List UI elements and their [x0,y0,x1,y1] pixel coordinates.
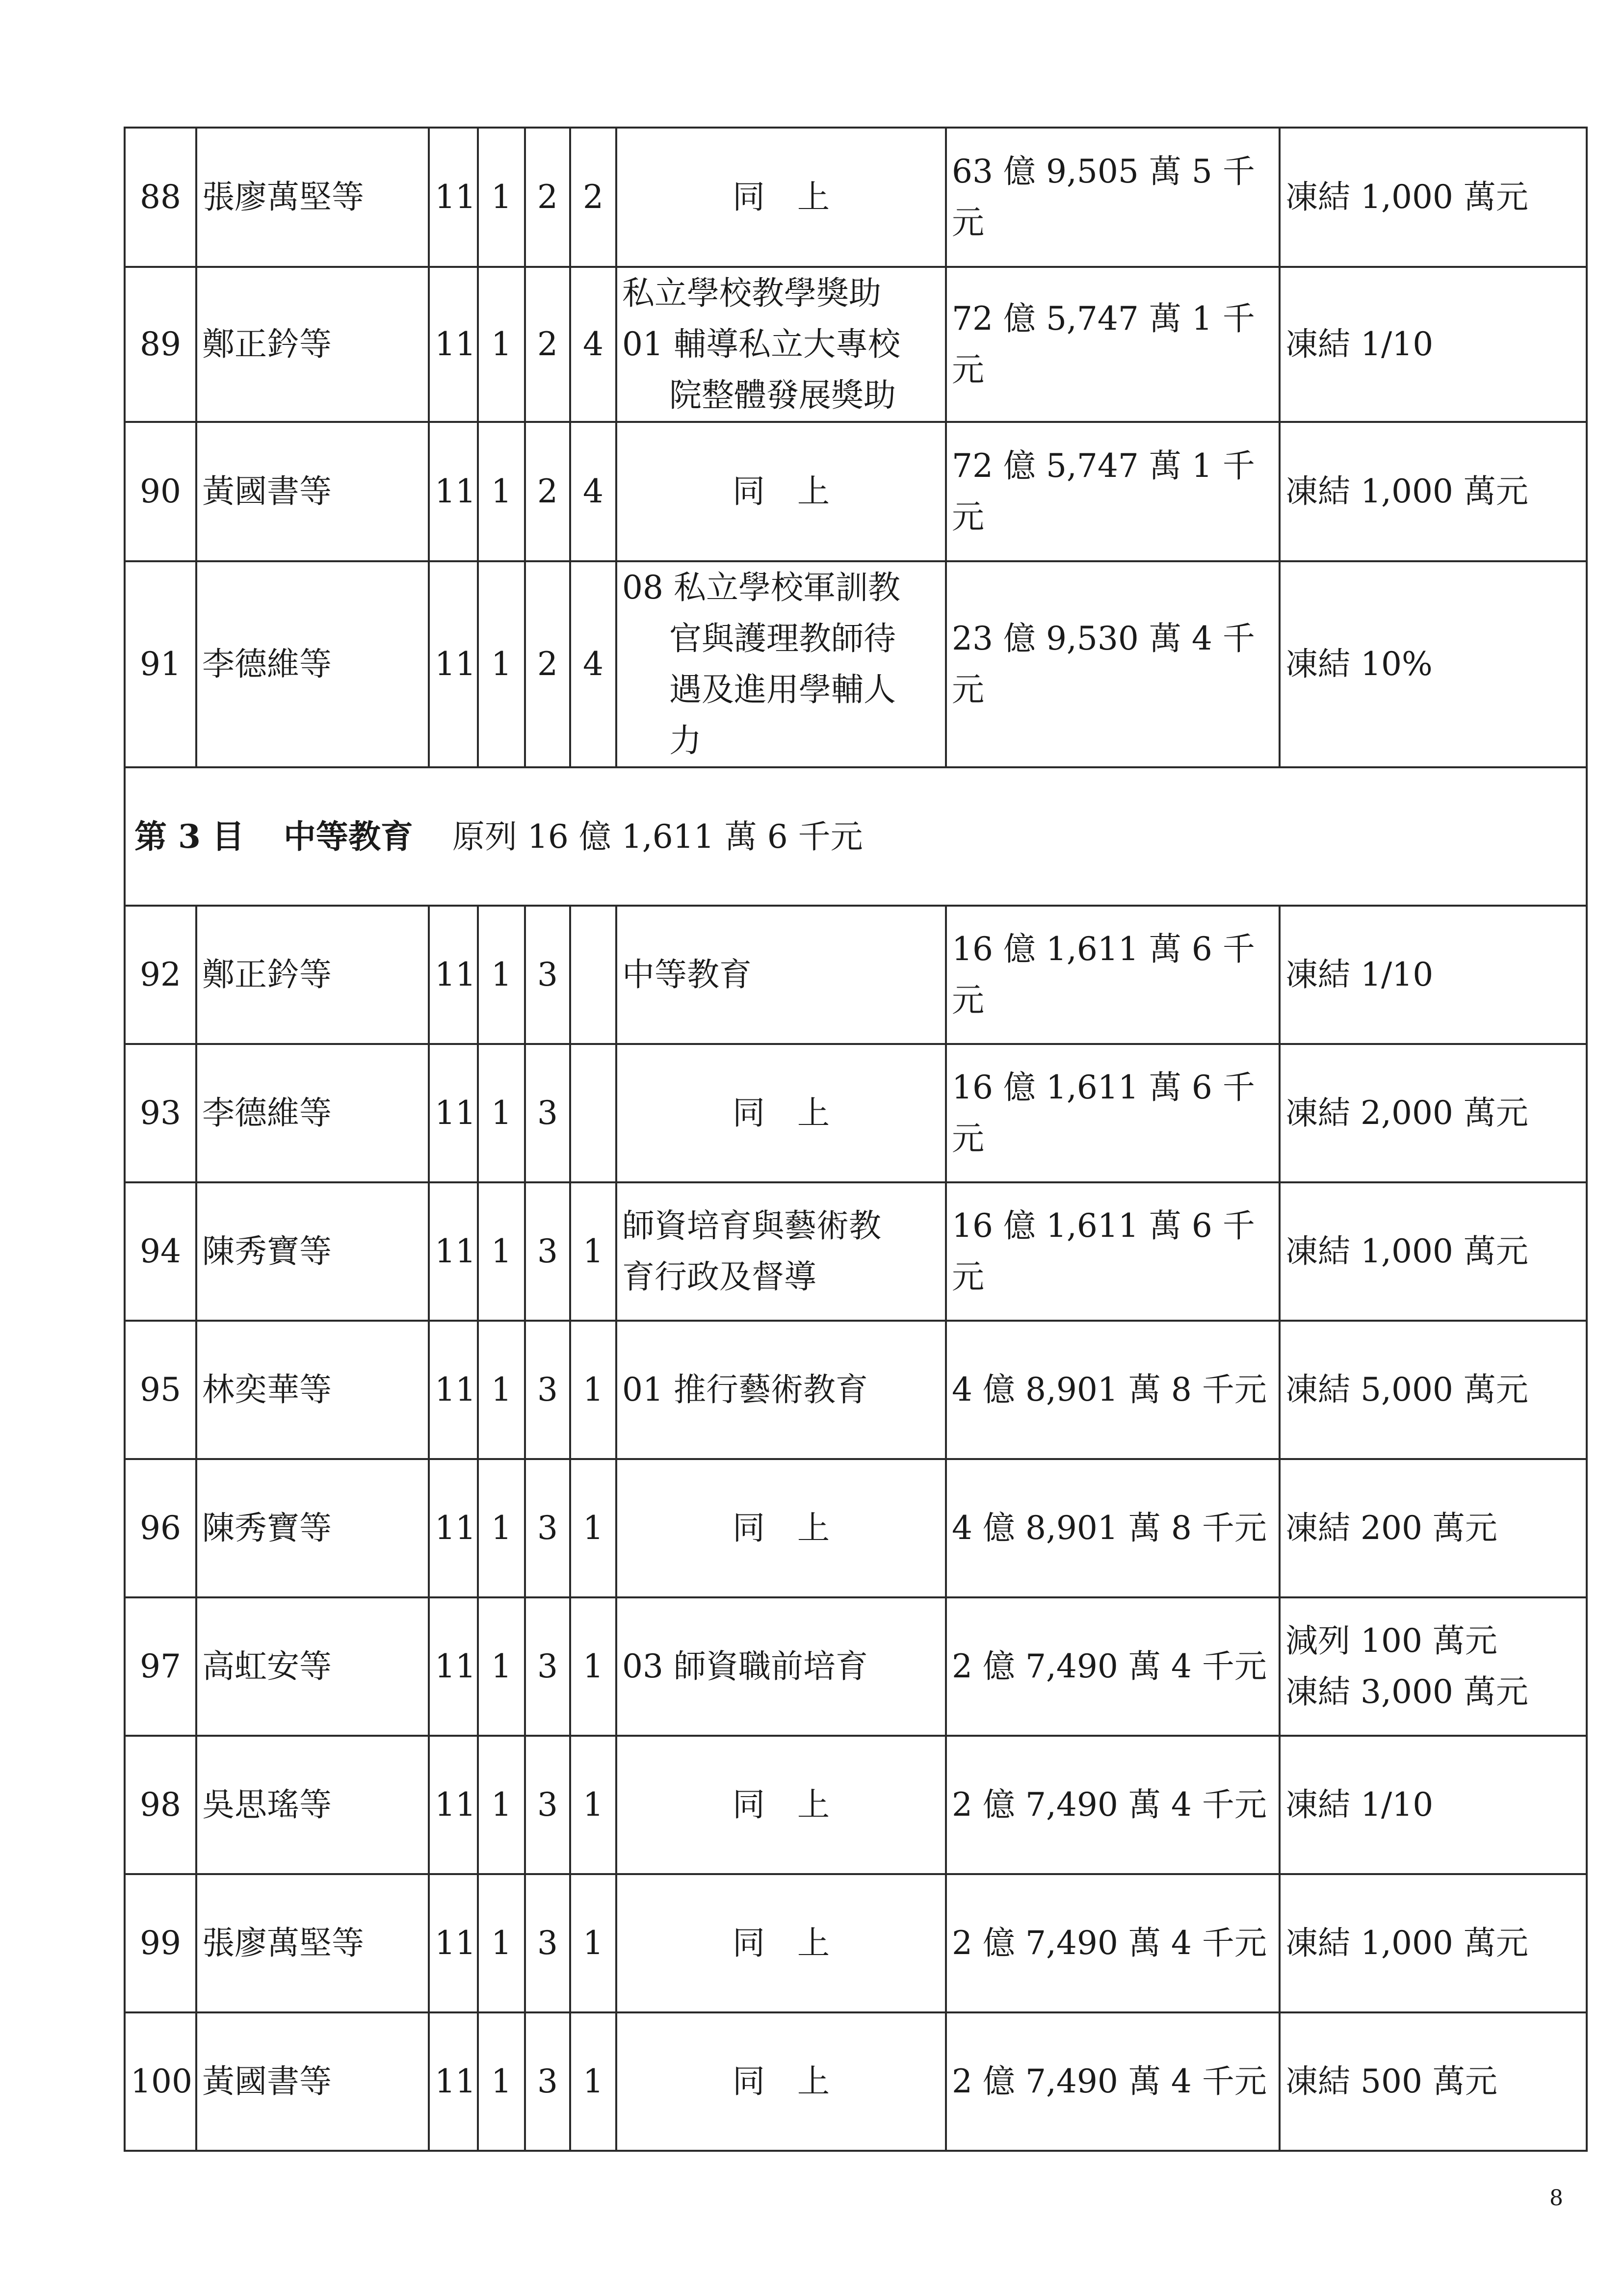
code-cell: 1 [478,1736,525,1874]
proposer-name: 鄭正鈐等 [196,906,429,1044]
table-row [125,1321,1587,1459]
table-row [125,267,1587,422]
action-cell: 凍結 1,000 萬元 [1280,1874,1587,2012]
code-cell: 1 [478,422,525,561]
item-cell: 03 師資職前培育 [616,1597,946,1736]
amount-cell: 16 億 1,611 萬 6 千元 [946,1182,1280,1321]
table-row [125,2012,1587,2151]
code-cell: 2 [570,128,616,267]
row-number: 91 [125,561,196,767]
code-cell: 11 [429,2012,478,2151]
table-row [125,128,1587,267]
code-cell: 11 [429,1597,478,1736]
row-number: 94 [125,1182,196,1321]
code-cell: 11 [429,128,478,267]
proposer-name: 李德維等 [196,561,429,767]
code-cell: 1 [478,1874,525,2012]
code-cell: 4 [570,561,616,767]
amount-cell: 72 億 5,747 萬 1 千元 [946,267,1280,422]
code-cell: 11 [429,1182,478,1321]
row-number: 100 [125,2012,196,2151]
item-line: 力 [669,722,702,759]
code-cell: 4 [570,267,616,422]
code-cell: 1 [478,561,525,767]
code-cell: 2 [525,561,570,767]
item-line: 育行政及督導 [622,1258,816,1296]
code-cell: 3 [525,1874,570,2012]
table-row [125,1736,1587,1874]
item-cell: 同 上 [616,422,946,561]
code-cell: 11 [429,422,478,561]
code-cell: 11 [429,1459,478,1597]
item-cell [616,1182,946,1321]
section-row [125,767,1587,906]
code-cell: 1 [478,1182,525,1321]
item-line: 院整體發展獎助 [669,376,896,414]
row-number: 98 [125,1736,196,1874]
section-header [125,767,1587,906]
action-cell [1280,1597,1587,1736]
item-cell: 01 推行藝術教育 [616,1321,946,1459]
code-cell: 3 [525,1459,570,1597]
proposer-name: 林奕華等 [196,1321,429,1459]
code-cell: 3 [525,906,570,1044]
action-cell: 凍結 2,000 萬元 [1280,1044,1587,1182]
code-cell: 3 [525,1597,570,1736]
row-number: 96 [125,1459,196,1597]
item-line: 遇及進用學輔人 [669,671,896,708]
code-cell: 11 [429,1321,478,1459]
code-cell: 1 [478,1597,525,1736]
action-cell: 凍結 1,000 萬元 [1280,128,1587,267]
code-cell: 3 [525,1044,570,1182]
action-cell: 凍結 1/10 [1280,267,1587,422]
row-number: 99 [125,1874,196,2012]
code-cell: 11 [429,561,478,767]
code-cell: 3 [525,1321,570,1459]
proposer-name: 高虹安等 [196,1597,429,1736]
code-cell: 1 [570,1182,616,1321]
code-cell: 1 [478,267,525,422]
row-number: 93 [125,1044,196,1182]
section-note: 原列 16 億 1,611 萬 6 千元 [452,817,863,856]
action-cell: 凍結 1,000 萬元 [1280,1182,1587,1321]
code-cell: 1 [478,1459,525,1597]
page-number: 8 [1549,2186,1563,2211]
item-cell [616,561,946,767]
section-label: 第 3 目 [134,817,244,856]
item-cell: 中等教育 [616,906,946,1044]
code-cell: 4 [570,422,616,561]
code-cell: 1 [478,2012,525,2151]
item-cell: 同 上 [616,128,946,267]
code-cell: 1 [478,128,525,267]
code-cell: 1 [570,1736,616,1874]
table-row [125,1459,1587,1597]
row-number: 92 [125,906,196,1044]
code-cell: 11 [429,267,478,422]
table-row [125,561,1587,767]
item-line: 師資培育與藝術教 [622,1207,881,1245]
amount-cell: 16 億 1,611 萬 6 千元 [946,906,1280,1044]
table-row [125,1044,1587,1182]
code-cell: 1 [570,1459,616,1597]
proposer-name: 李德維等 [196,1044,429,1182]
code-cell: 2 [525,267,570,422]
code-cell: 3 [525,1182,570,1321]
amount-cell: 2 億 7,490 萬 4 千元 [946,2012,1280,2151]
proposer-name: 黃國書等 [196,422,429,561]
code-cell: 2 [525,128,570,267]
action-cell: 凍結 1/10 [1280,906,1587,1044]
action-cell: 凍結 200 萬元 [1280,1459,1587,1597]
code-cell [570,906,616,1044]
amount-cell: 63 億 9,505 萬 5 千元 [946,128,1280,267]
action-cell: 凍結 500 萬元 [1280,2012,1587,2151]
table-row [125,1597,1587,1736]
action-cell: 凍結 10% [1280,561,1587,767]
amount-cell: 4 億 8,901 萬 8 千元 [946,1459,1280,1597]
row-number: 88 [125,128,196,267]
code-cell: 11 [429,906,478,1044]
proposer-name: 陳秀寶等 [196,1182,429,1321]
proposer-name: 陳秀寶等 [196,1459,429,1597]
code-cell [570,1044,616,1182]
section-title: 中等教育 [283,817,413,856]
action-cell: 凍結 1/10 [1280,1736,1587,1874]
row-number: 89 [125,267,196,422]
code-cell: 1 [570,2012,616,2151]
row-number: 90 [125,422,196,561]
amount-cell: 2 億 7,490 萬 4 千元 [946,1874,1280,2012]
amount-cell: 2 億 7,490 萬 4 千元 [946,1736,1280,1874]
proposer-name: 張廖萬堅等 [196,128,429,267]
proposer-name: 吳思瑤等 [196,1736,429,1874]
item-cell: 同 上 [616,1736,946,1874]
item-cell: 同 上 [616,2012,946,2151]
amount-cell: 4 億 8,901 萬 8 千元 [946,1321,1280,1459]
code-cell: 2 [525,422,570,561]
table-row [125,906,1587,1044]
amount-cell: 2 億 7,490 萬 4 千元 [946,1597,1280,1736]
code-cell: 1 [478,906,525,1044]
row-number: 97 [125,1597,196,1736]
code-cell: 1 [570,1597,616,1736]
action-cell: 凍結 1,000 萬元 [1280,422,1587,561]
code-cell: 1 [570,1321,616,1459]
code-cell: 1 [478,1044,525,1182]
code-cell: 3 [525,2012,570,2151]
code-cell: 11 [429,1736,478,1874]
code-cell: 11 [429,1044,478,1182]
action-cell: 凍結 5,000 萬元 [1280,1321,1587,1459]
item-cell: 同 上 [616,1044,946,1182]
item-line: 01 輔導私立大專校 [622,325,900,363]
item-cell: 同 上 [616,1459,946,1597]
action-line: 減列 100 萬元 [1285,1622,1497,1660]
item-line: 08 私立學校軍訓教 [622,569,900,606]
action-line: 凍結 3,000 萬元 [1285,1673,1528,1711]
code-cell: 1 [478,1321,525,1459]
row-number: 95 [125,1321,196,1459]
item-cell [616,267,946,422]
code-cell: 11 [429,1874,478,2012]
item-line: 私立學校教學獎助 [622,274,881,312]
code-cell: 3 [525,1736,570,1874]
amount-cell: 16 億 1,611 萬 6 千元 [946,1044,1280,1182]
proposer-name: 張廖萬堅等 [196,1874,429,2012]
table-row [125,1182,1587,1321]
item-cell: 同 上 [616,1874,946,2012]
item-line: 官與護理教師待 [669,620,896,657]
table-row [125,1874,1587,2012]
code-cell: 1 [570,1874,616,2012]
proposer-name: 鄭正鈐等 [196,267,429,422]
table-row [125,422,1587,561]
amount-cell: 23 億 9,530 萬 4 千元 [946,561,1280,767]
amount-cell: 72 億 5,747 萬 1 千元 [946,422,1280,561]
budget-table [124,127,1588,2152]
proposer-name: 黃國書等 [196,2012,429,2151]
